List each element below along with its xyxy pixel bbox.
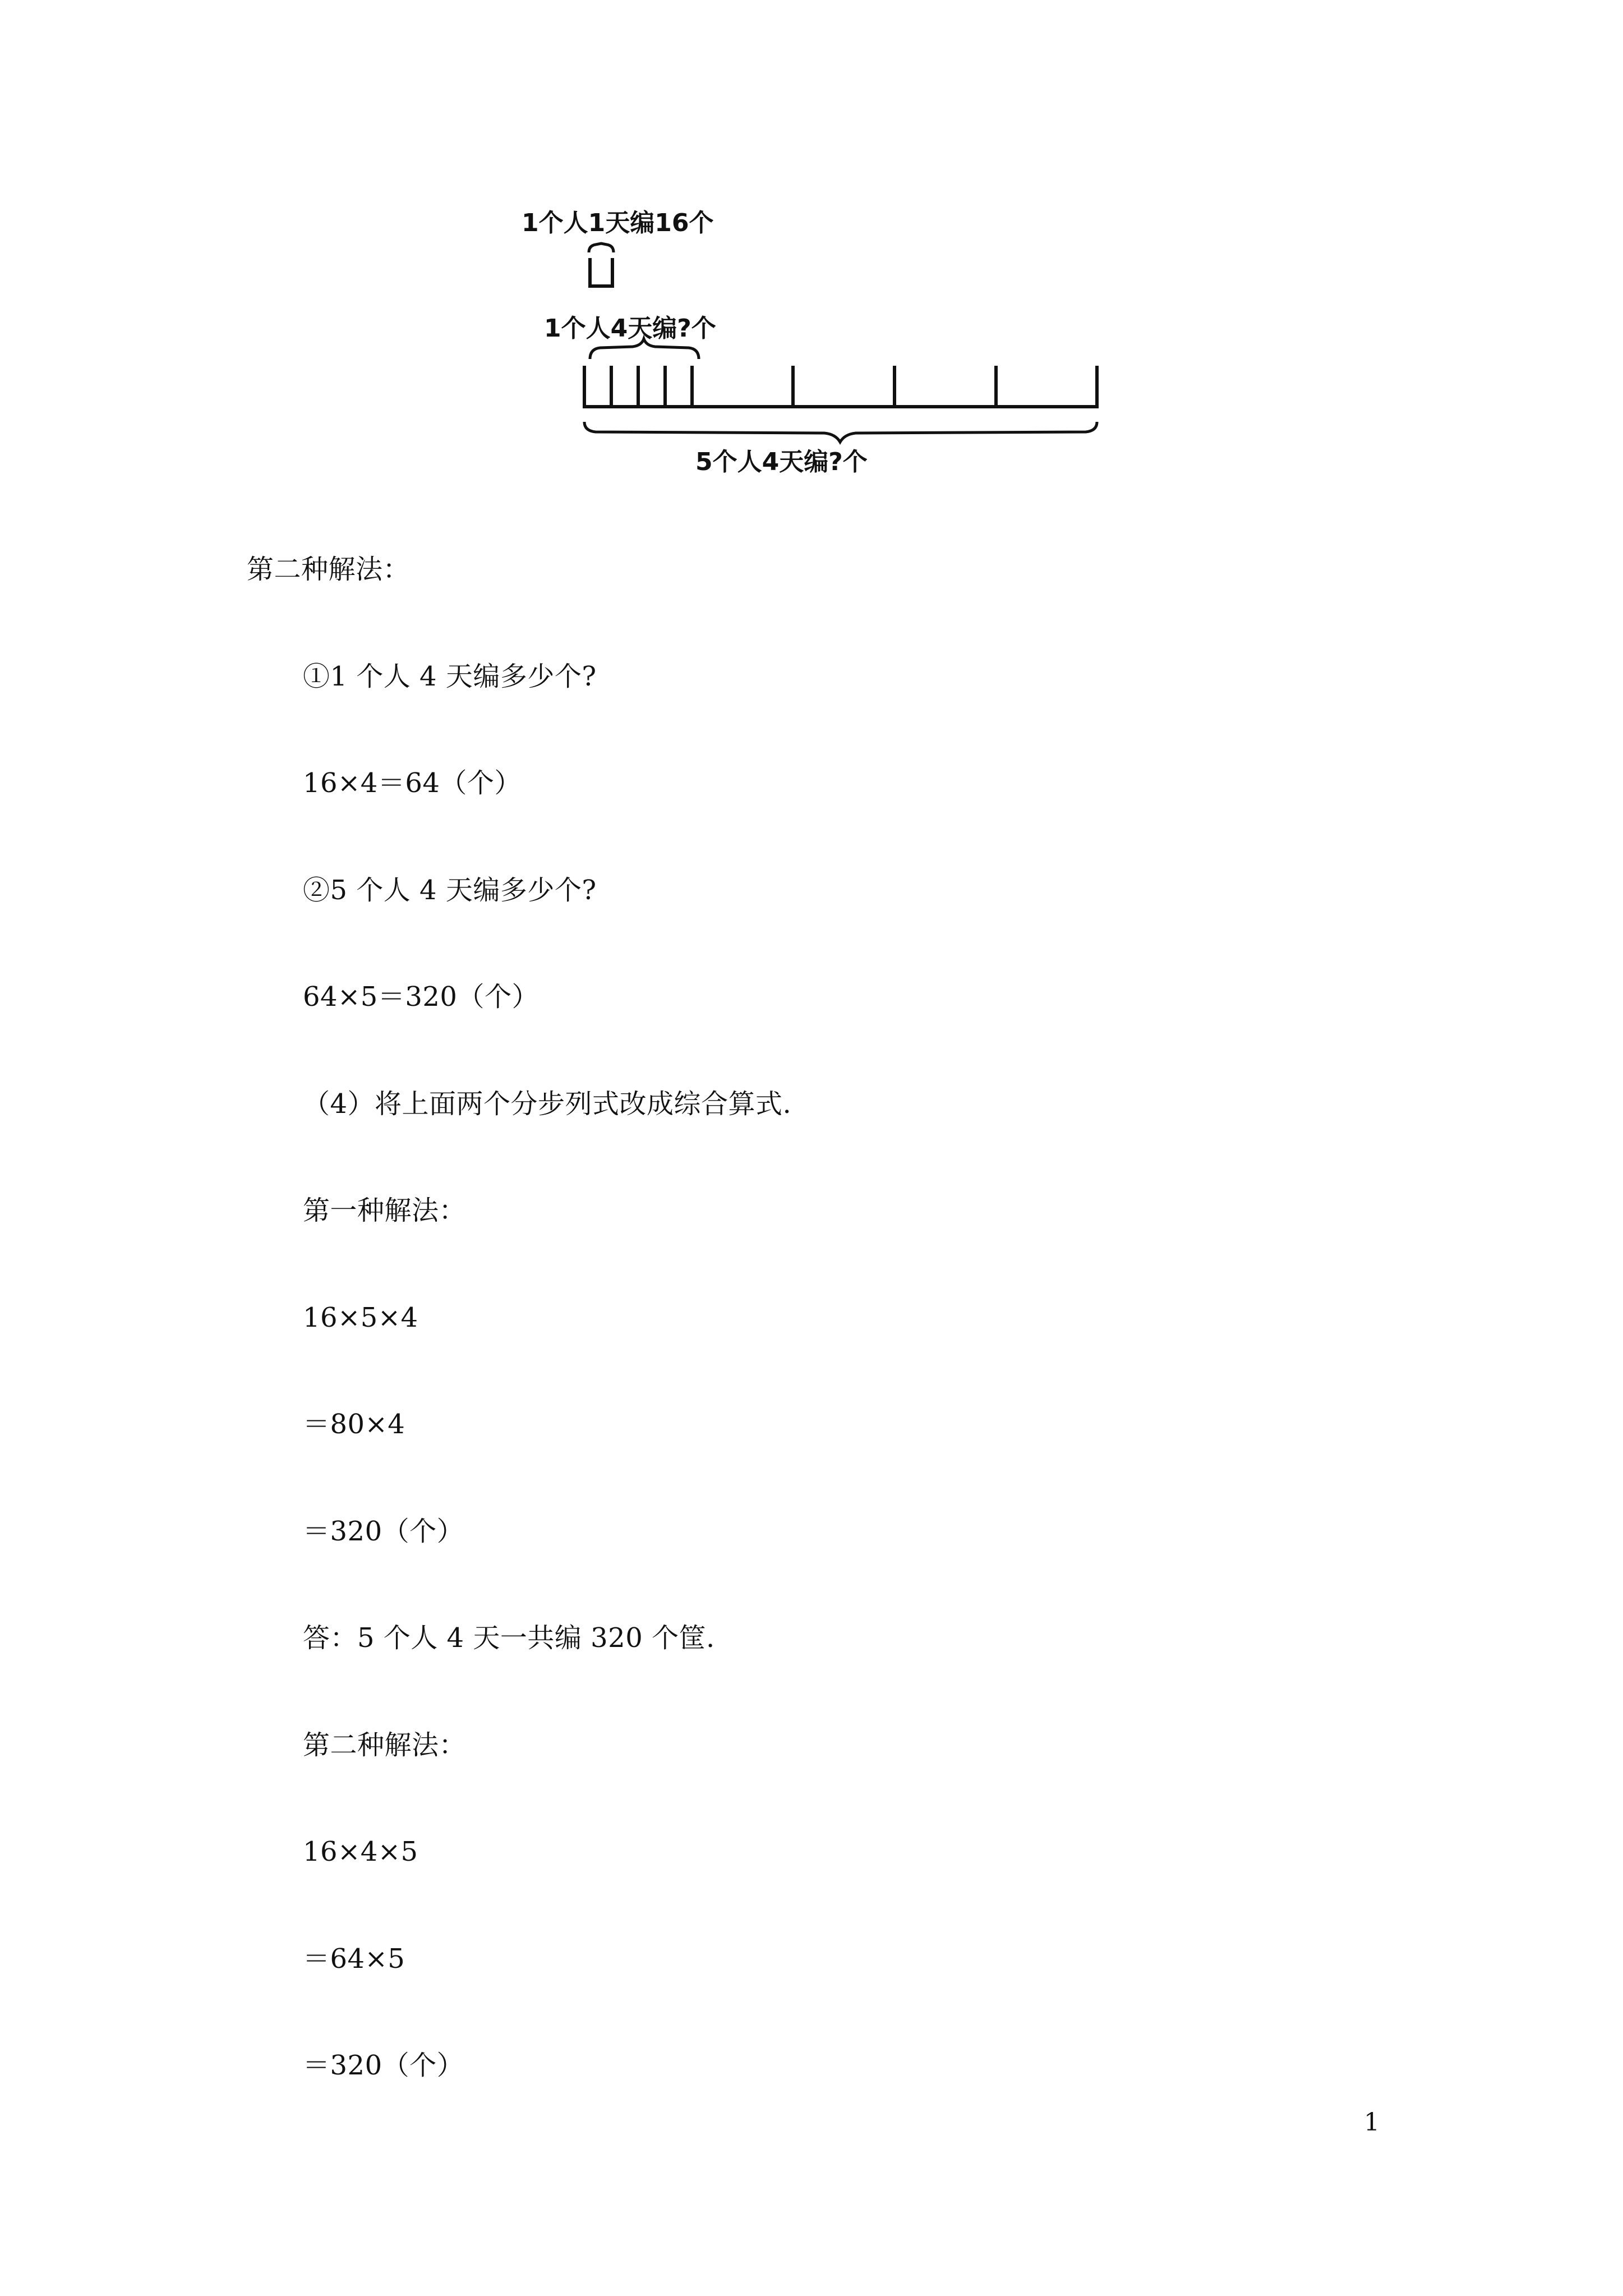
method-two-heading-second: 第二种解法： xyxy=(303,1729,467,1761)
diagram-svg xyxy=(505,202,1150,494)
answer-statement: 答：5 个人 4 天一共编 320 个筐. xyxy=(303,1622,715,1654)
method-two-heading: 第二种解法： xyxy=(247,554,411,585)
method-one-step: ＝80×4 xyxy=(303,1409,405,1440)
method-one-result: ＝320（个） xyxy=(303,1516,464,1547)
one-day-segment xyxy=(590,258,612,286)
step-two-equation: 64×5＝320（个） xyxy=(303,981,539,1013)
step-two-question: ②5 个人 4 天编多少个? xyxy=(303,875,597,906)
bottom-brace xyxy=(584,422,1097,442)
method-two-result: ＝320（个） xyxy=(303,2050,464,2081)
step-one-question: ①1 个人 4 天编多少个? xyxy=(303,661,597,692)
method-two-step: ＝64×5 xyxy=(303,1943,405,1975)
method-one-expression: 16×5×4 xyxy=(303,1302,418,1333)
diagram-label-bottom: 5个人4天编?个 xyxy=(695,448,868,476)
top-brace xyxy=(589,243,614,252)
question-four: （4）将上面两个分步列式改成综合算式. xyxy=(303,1088,792,1120)
line-segment-diagram xyxy=(505,202,1150,494)
method-one-heading: 第一种解法： xyxy=(303,1195,467,1226)
diagram-label-top: 1个人1天编16个 xyxy=(522,209,714,237)
step-one-equation: 16×4＝64（个） xyxy=(303,767,522,799)
diagram-label-mid: 1个人4天编?个 xyxy=(544,314,716,343)
page-number: 1 xyxy=(1364,2108,1380,2137)
method-two-expression: 16×4×5 xyxy=(303,1836,418,1867)
